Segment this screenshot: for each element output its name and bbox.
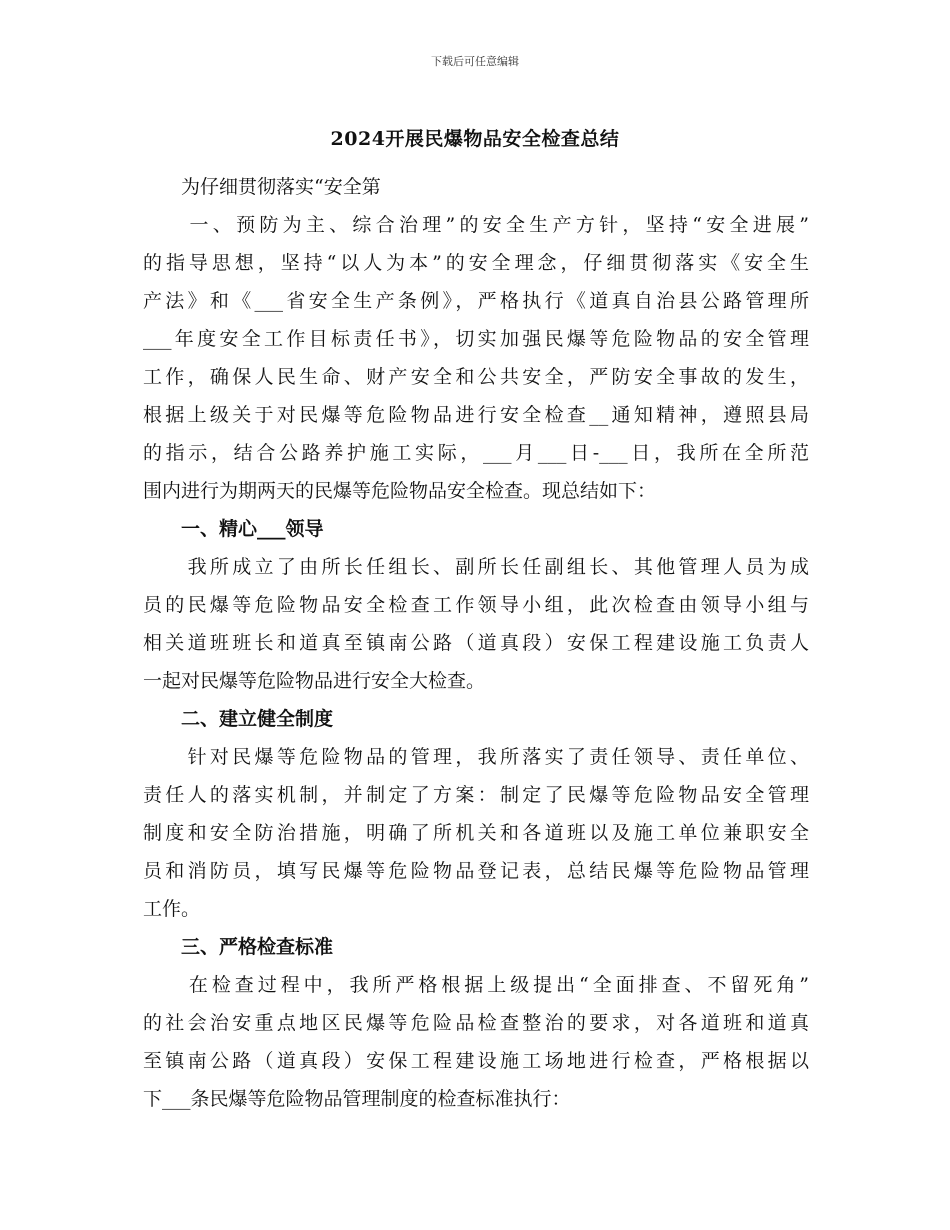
body-line: ___年度安全工作目标责任书》，切实加强民爆等危险物品的安全管理 <box>143 328 809 350</box>
document-title: 2024开展民爆物品安全检查总结 <box>330 128 620 150</box>
body-line: 为仔细贯彻落实“安全第 <box>143 176 381 198</box>
body-line: 根据上级关于对民爆等危险物品进行安全检查__通知精神，遵照县局 <box>143 404 809 426</box>
body-line: 产法》和《___省安全生产条例》，严格执行《道真自治县公路管理所 <box>143 290 809 312</box>
body-line: 一、预防为主、综合治理”的安全生产方针，坚持“安全进展” <box>143 214 809 236</box>
body-line: 工作。 <box>143 898 201 920</box>
body-line: 一起对民爆等危险物品进行安全大检查。 <box>143 670 486 692</box>
body-line: 在检查过程中，我所严格根据上级提出“全面排查、不留死角” <box>143 974 809 996</box>
section-heading: 二、建立健全制度 <box>143 708 334 730</box>
header-note: 下载后可任意编辑 <box>431 55 519 68</box>
body-line: 针对民爆等危险物品的管理，我所落实了责任领导、责任单位、 <box>143 746 809 768</box>
body-line: 的指示，结合公路养护施工实际，___月___日-___日，我所在全所范 <box>143 442 809 464</box>
body-line: 相关道班班长和道真至镇南公路（道真段）安保工程建设施工负责人 <box>143 632 809 654</box>
body-line: 的社会治安重点地区民爆等危险品检查整治的要求，对各道班和道真 <box>143 1012 809 1034</box>
document-body <box>143 168 809 1118</box>
body-line: 责任人的落实机制，并制定了方案：制定了民爆等危险物品安全管理 <box>143 784 809 806</box>
body-line: 制度和安全防治措施，明确了所机关和各道班以及施工单位兼职安全 <box>143 822 809 844</box>
body-line: 的指导思想，坚持“以人为本”的安全理念，仔细贯彻落实《安全生 <box>143 252 809 274</box>
body-line: 至镇南公路（道真段）安保工程建设施工场地进行检查，严格根据以 <box>143 1050 809 1072</box>
body-line: 员的民爆等危险物品安全检查工作领导小组，此次检查由领导小组与 <box>143 594 809 616</box>
body-line: 工作，确保人民生命、财产安全和公共安全，严防安全事故的发生， <box>143 366 809 388</box>
body-line: 围内进行为期两天的民爆等危险物品安全检查。现总结如下： <box>143 480 657 502</box>
section-heading: 一、精心___领导 <box>143 518 324 540</box>
body-line: 下___条民爆等危险物品管理制度的检查标准执行： <box>143 1088 571 1110</box>
body-line: 我所成立了由所长任组长、副所长任副组长、其他管理人员为成 <box>143 556 809 578</box>
body-line: 员和消防员，填写民爆等危险物品登记表，总结民爆等危险物品管理 <box>143 860 809 882</box>
section-heading: 三、严格检查标准 <box>143 936 334 958</box>
